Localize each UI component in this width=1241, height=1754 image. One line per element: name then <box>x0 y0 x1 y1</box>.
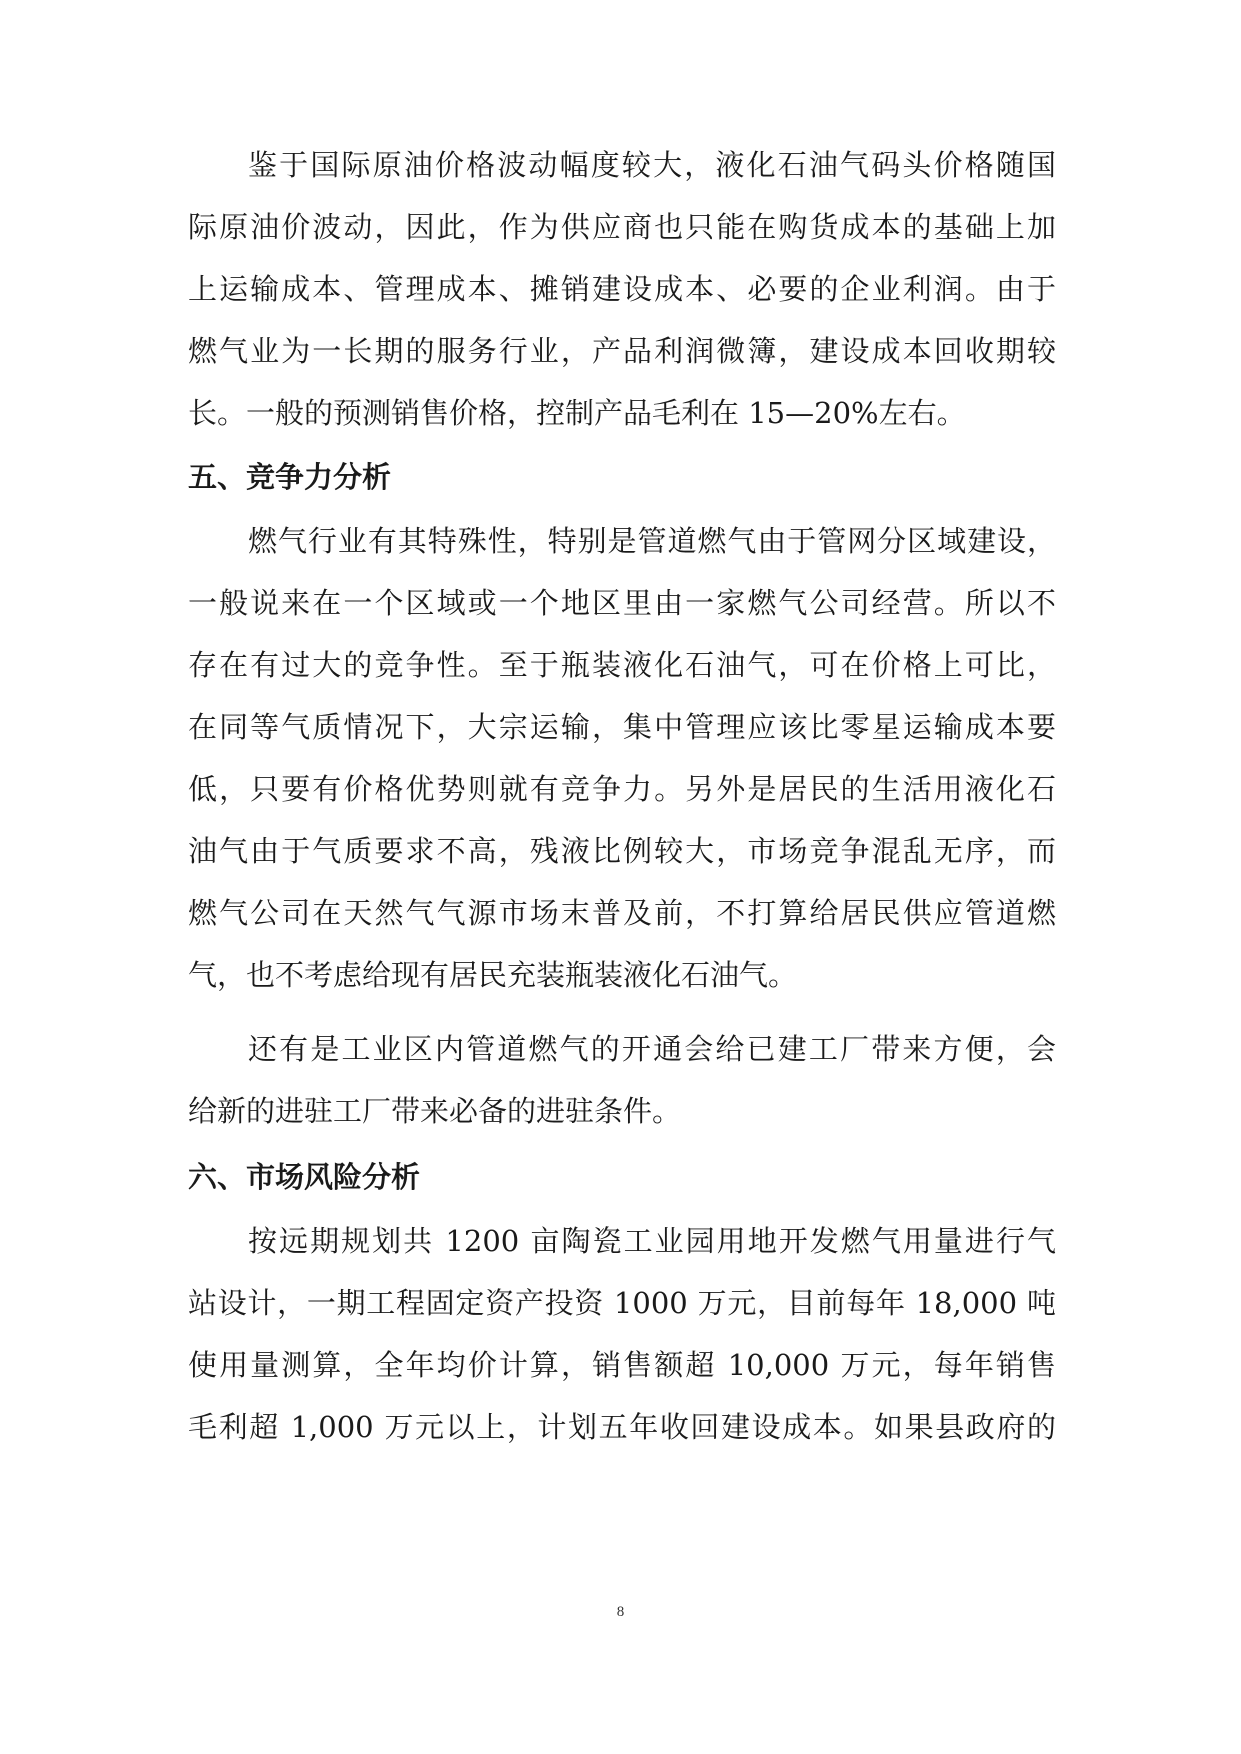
paragraph-line: 上运输成本、管理成本、摊销建设成本、必要的企业利润。由于 <box>188 272 1056 306</box>
paragraph-line: 际原油价波动，因此，作为供应商也只能在购货成本的基础上加 <box>188 210 1056 244</box>
paragraph-line: 存在有过大的竞争性。至于瓶装液化石油气，可在价格上可比， <box>188 648 1056 682</box>
paragraph-line: 气，也不考虑给现有居民充装瓶装液化石油气。 <box>188 958 798 992</box>
paragraph-line: 燃气公司在天然气气源市场末普及前，不打算给居民供应管道燃 <box>188 896 1056 930</box>
paragraph-line: 还有是工业区内管道燃气的开通会给已建工厂带来方便，会 <box>248 1032 1056 1066</box>
paragraph-line: 使用量测算，全年均价计算，销售额超 10,000 万元，每年销售 <box>188 1348 1056 1382</box>
paragraph-line: 鉴于国际原油价格波动幅度较大，液化石油气码头价格随国 <box>248 148 1056 182</box>
paragraph-line: 给新的进驻工厂带来必备的进驻条件。 <box>188 1094 682 1128</box>
paragraph-line: 站设计，一期工程固定资产投资 1000 万元，目前每年 18,000 吨 <box>188 1286 1056 1320</box>
paragraph-line: 长。一般的预测销售价格，控制产品毛利在 15—20%左右。 <box>188 396 966 430</box>
paragraph-line: 燃气行业有其特殊性，特别是管道燃气由于管网分区域建设， <box>248 524 1056 558</box>
section-heading-market-risk: 六、市场风险分析 <box>188 1160 421 1194</box>
paragraph-line: 按远期规划共 1200 亩陶瓷工业园用地开发燃气用量进行气 <box>248 1224 1056 1258</box>
paragraph-line: 毛利超 1,000 万元以上，计划五年收回建设成本。如果县政府的 <box>188 1410 1056 1444</box>
paragraph-line: 一般说来在一个区域或一个地区里由一家燃气公司经营。所以不 <box>188 586 1056 620</box>
page-number: 8 <box>616 1604 625 1620</box>
paragraph-line: 燃气业为一长期的服务行业，产品利润微簿，建设成本回收期较 <box>188 334 1056 368</box>
section-heading-competitiveness: 五、竞争力分析 <box>188 460 392 494</box>
paragraph-line: 油气由于气质要求不高，残液比例较大，市场竞争混乱无序，而 <box>188 834 1056 868</box>
paragraph-line: 低，只要有价格优势则就有竞争力。另外是居民的生活用液化石 <box>188 772 1056 806</box>
paragraph-line: 在同等气质情况下，大宗运输，集中管理应该比零星运输成本要 <box>188 710 1056 744</box>
